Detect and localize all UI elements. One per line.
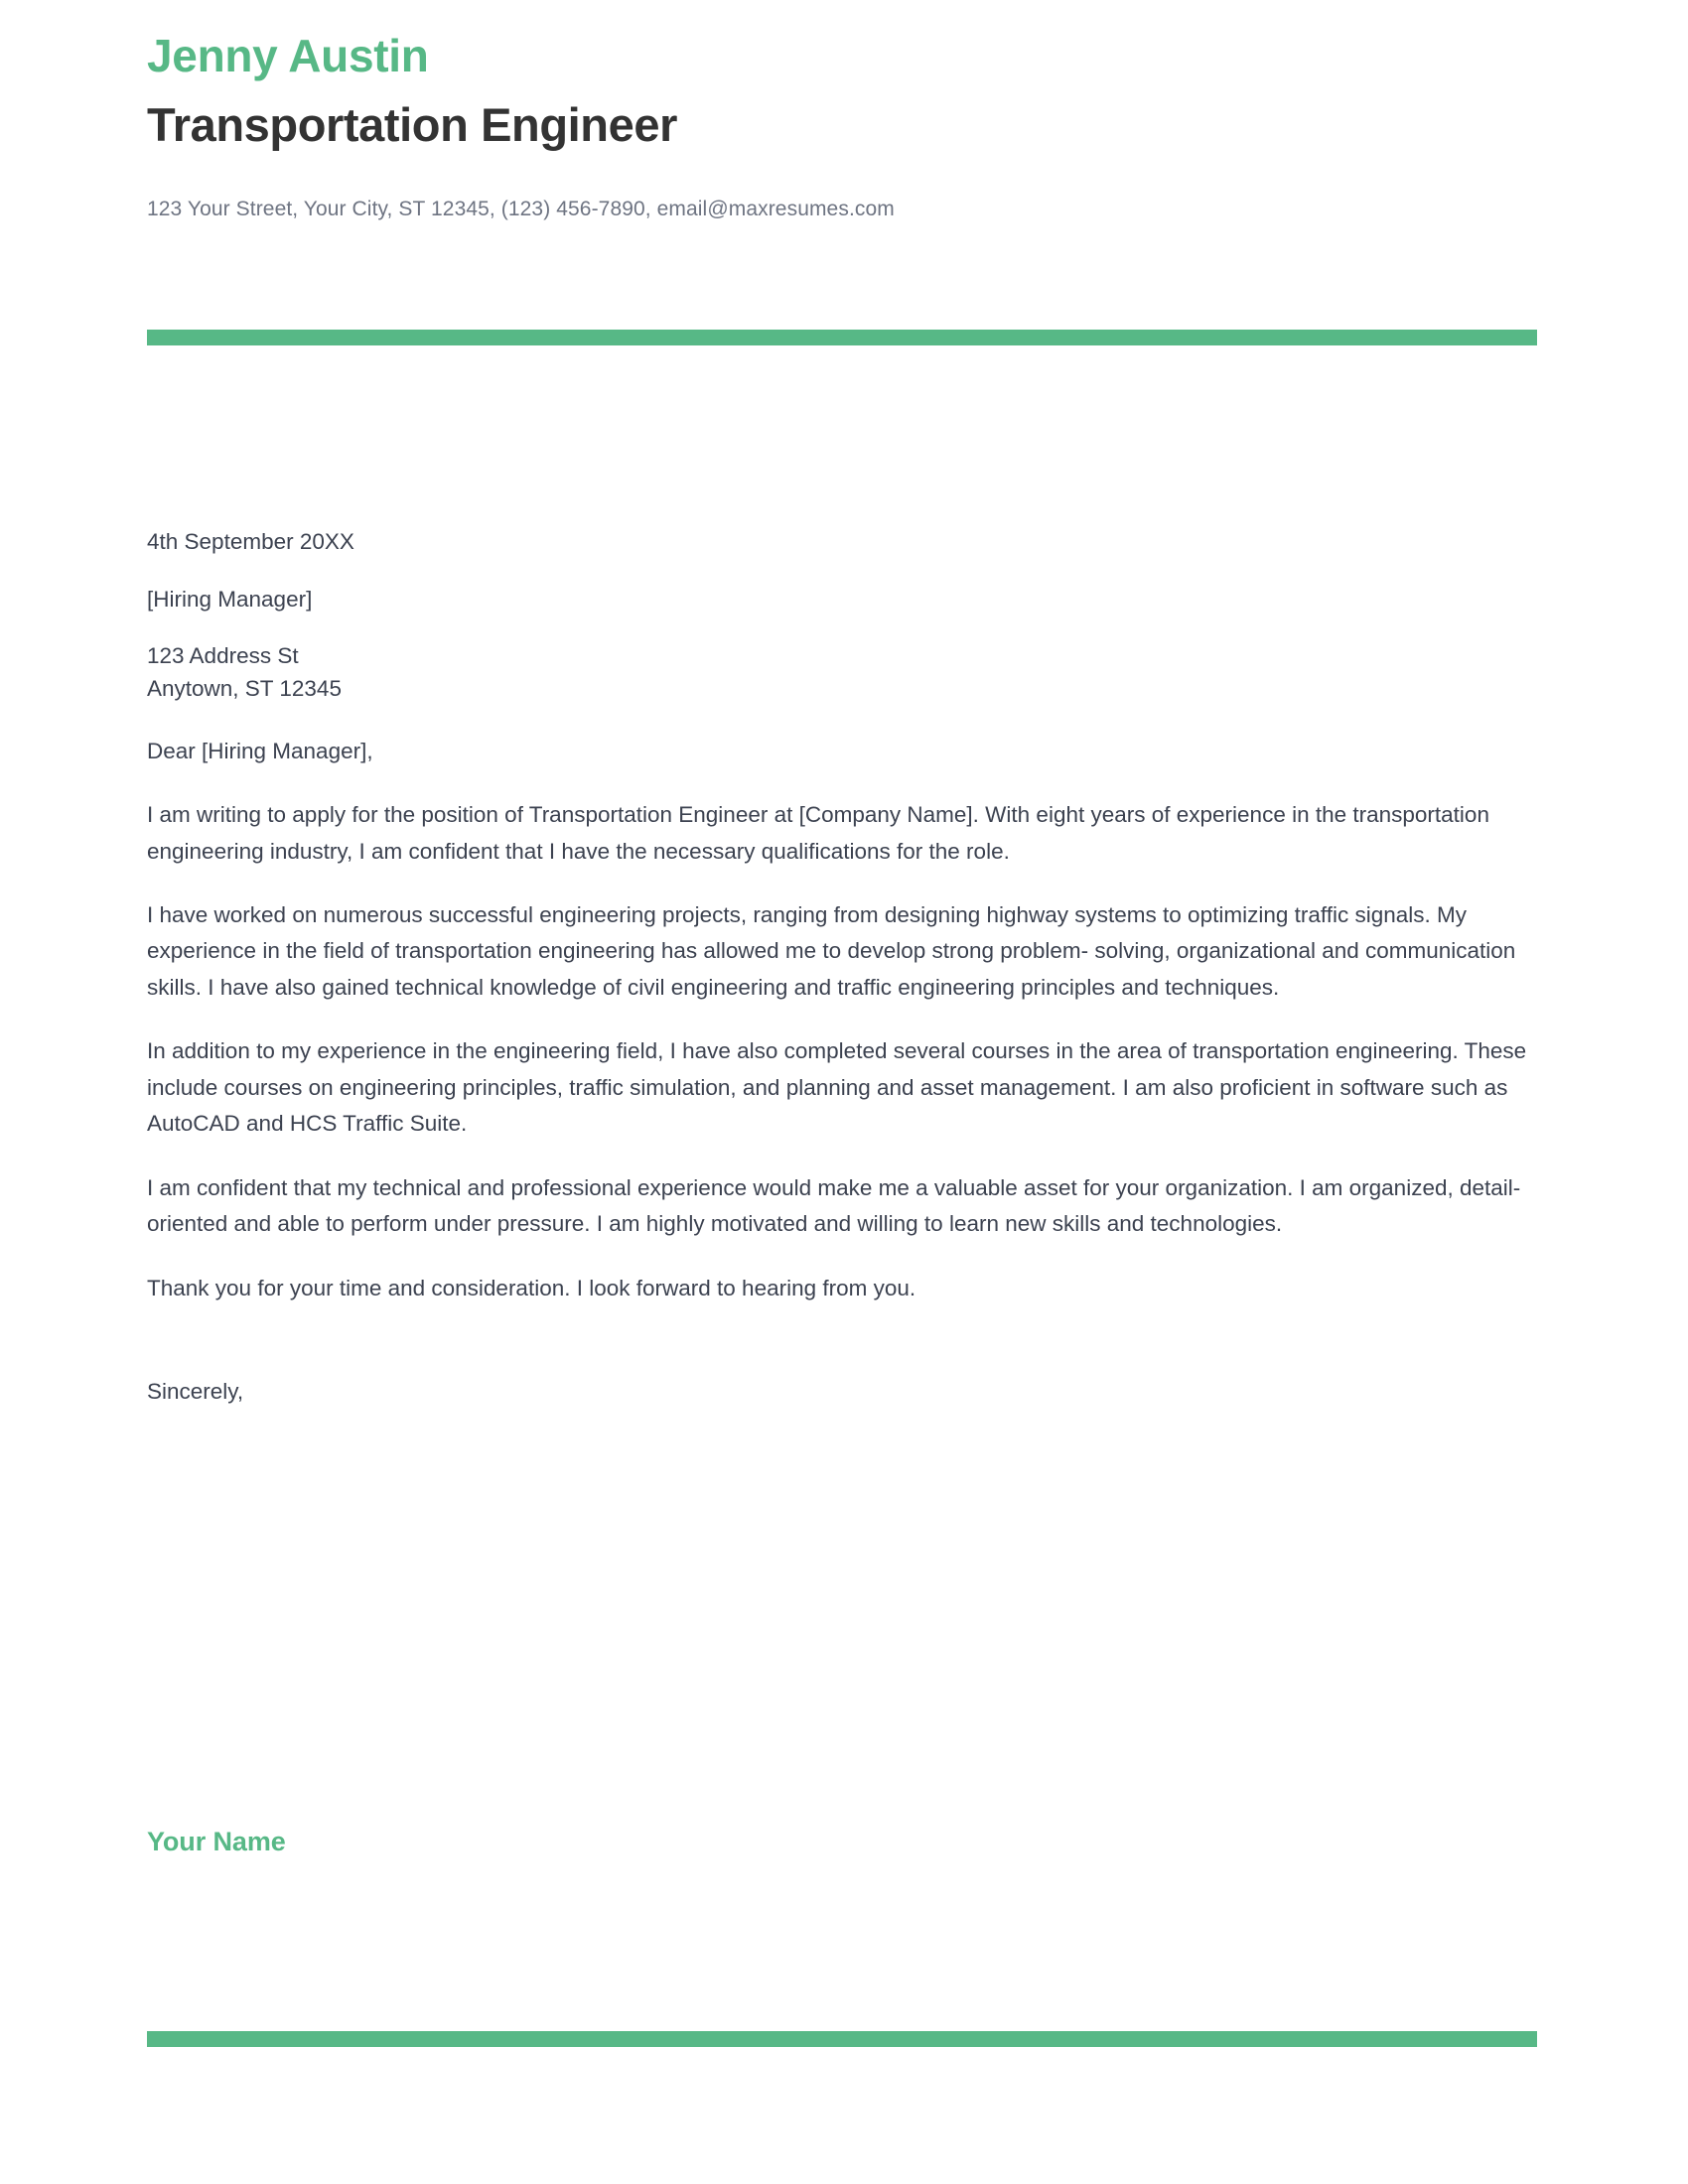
- letter-body: [147, 526, 1529, 1409]
- letter-paragraph: I have worked on numerous successful engineering projects, ranging from designing highway systems to optimizing traffic signals. My experience in the field of transportation engineering has allowed me to develop strong problem- solving, organizational and communication skills. I have also gained technical knowledge of civil engineering and traffic engineering principles and techniques.: [147, 902, 1516, 1000]
- recipient-address: [147, 640, 1529, 705]
- recipient-address-line-2: Anytown, ST 12345: [147, 675, 342, 701]
- letter-paragraph: Thank you for your time and consideration. I look forward to hearing from you.: [147, 1275, 916, 1300]
- applicant-job-title: Transportation Engineer: [147, 97, 677, 151]
- letter-paragraph: I am writing to apply for the position of Transportation Engineer at [Company Name]. With eight years of experience in the transportation engineering industry, I am confident that I have the necessary qualifications for the role.: [147, 802, 1489, 864]
- recipient-address-line-1: 123 Address St: [147, 643, 299, 669]
- letter-paragraph: I am confident that my technical and professional experience would make me a valuable asset for your organization. I am organized, detail- oriented and able to perform under pressure. I am highly motivated and willing to learn new skills and technologies.: [147, 1174, 1521, 1237]
- letter-paragraph: In addition to my experience in the engineering field, I have also completed several courses in the area of transportation engineering. These include courses on engineering principles, traffic simulation, and planning and asset management. I am also proficient in software such as AutoCAD and HCS Traffic Suite.: [147, 1038, 1527, 1137]
- recipient-name: [Hiring Manager]: [147, 586, 313, 612]
- accent-rule-top: [147, 330, 1537, 345]
- accent-rule-bottom: [147, 2031, 1537, 2047]
- signature-name: Your Name: [147, 1827, 286, 1856]
- letter-header: [147, 30, 1537, 223]
- letter-salutation: Dear [Hiring Manager],: [147, 738, 373, 763]
- letter-date: 4th September 20XX: [147, 529, 354, 554]
- letter-closing: Sincerely,: [147, 1378, 244, 1404]
- contact-info-line: 123 Your Street, Your City, ST 12345, (123) 456-7890, email@maxresumes.com: [147, 197, 895, 220]
- applicant-name: Jenny Austin: [147, 30, 429, 81]
